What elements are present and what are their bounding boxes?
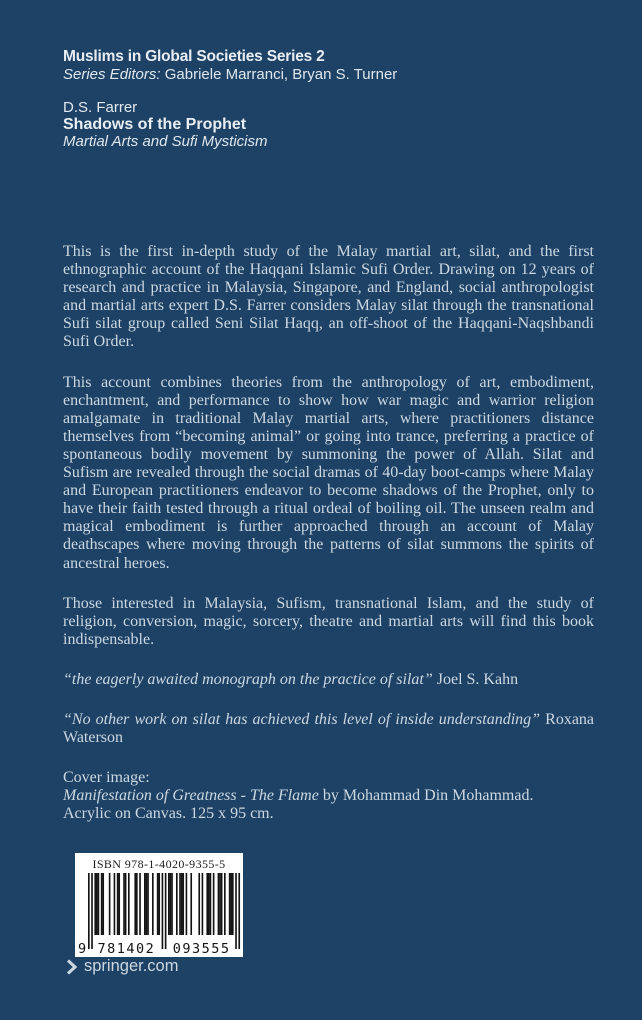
- artwork-artist: by Mohammad Din Mohammad.: [322, 787, 534, 805]
- book-subtitle: Martial Arts and Sufi Mysticism: [63, 133, 268, 150]
- review-quote-1: [63, 671, 594, 689]
- review-quote-2: [63, 711, 594, 747]
- publisher-footer: [66, 957, 178, 976]
- svg-text:093555: 093555: [172, 941, 231, 958]
- blurb-paragraph-1: This is the first in-depth study of the Malay martial art, silat, and the first ethnographic account of the Haqqani Islamic Sufi Order. Drawing on 12 years of research and practice in Malaysia, Singapore, and England, social anthropologist and martial arts expert D.S. Farrer considers Malay silat through the transnational Sufi silat group called Seni Silat Haqq, an off-shoot of the Haqqani-Naqshbandi Sufi Order.: [63, 243, 594, 351]
- cover-credit-label: Cover image:: [63, 769, 150, 787]
- header: [63, 48, 594, 150]
- back-cover-blurb: [63, 243, 594, 957]
- author-block: [63, 99, 594, 150]
- isbn-barcode-box: [75, 853, 243, 957]
- author-name: D.S. Farrer: [63, 99, 138, 116]
- series-editors-label: Series Editors:: [63, 66, 161, 83]
- series-editors-names: Gabriele Marranci, Bryan S. Turner: [164, 66, 398, 83]
- cover-credit-artwork: [63, 787, 594, 805]
- series-editors: [63, 66, 594, 84]
- book-title: Shadows of the Prophet: [63, 116, 247, 133]
- svg-text:9: 9: [78, 941, 87, 958]
- isbn-number: ISBN 978-1-4020-9355-5: [92, 857, 226, 872]
- artwork-title: Manifestation of Greatness - The Flame: [63, 787, 319, 805]
- ean13-barcode-icon: [77, 873, 241, 957]
- review-quote-1-attribution: Joel S. Kahn: [436, 670, 519, 688]
- springer-chevron-icon: [66, 959, 77, 975]
- review-quote-2-text: “No other work on silat has achieved this level of inside understanding”: [63, 710, 541, 728]
- review-quote-2-attribution: Roxana Waterson: [63, 710, 595, 747]
- series-title: Muslims in Global Societies Series 2: [63, 48, 325, 65]
- svg-text:781402: 781402: [97, 941, 156, 958]
- publisher-url: springer.com: [84, 957, 179, 975]
- artwork-medium: Acrylic on Canvas. 125 x 95 cm.: [63, 805, 274, 823]
- blurb-paragraph-3: Those interested in Malaysia, Sufism, transnational Islam, and the study of religion, conversion, magic, sorcery, theatre and martial arts will find this book indispensable.: [63, 594, 594, 648]
- review-quote-1-text: “the eagerly awaited monograph on the practice of silat”: [63, 670, 433, 688]
- blurb-paragraph-2: This account combines theories from the anthropology of art, embodiment, enchantment, and performance to show how war magic and warrior religion amalgamate in traditional Malay martial arts, where practitioners distance themselves from “becoming animal” or going into trance, preferring a practice of spontaneous bodily movement by summoning the power of Allah. Silat and Sufism are revealed through the social dramas of 40-day boot-camps where Malay and European practitioners endeavor to become shadows of the Prophet, only to have their faith tested through a ritual ordeal of boiling oil. The unseen realm and magical embodiment is further approached through an account of Malay deathscapes where moving through the patterns of silat summons the spirits of ancestral heroes.: [63, 373, 594, 572]
- cover-image-credit: [63, 769, 594, 823]
